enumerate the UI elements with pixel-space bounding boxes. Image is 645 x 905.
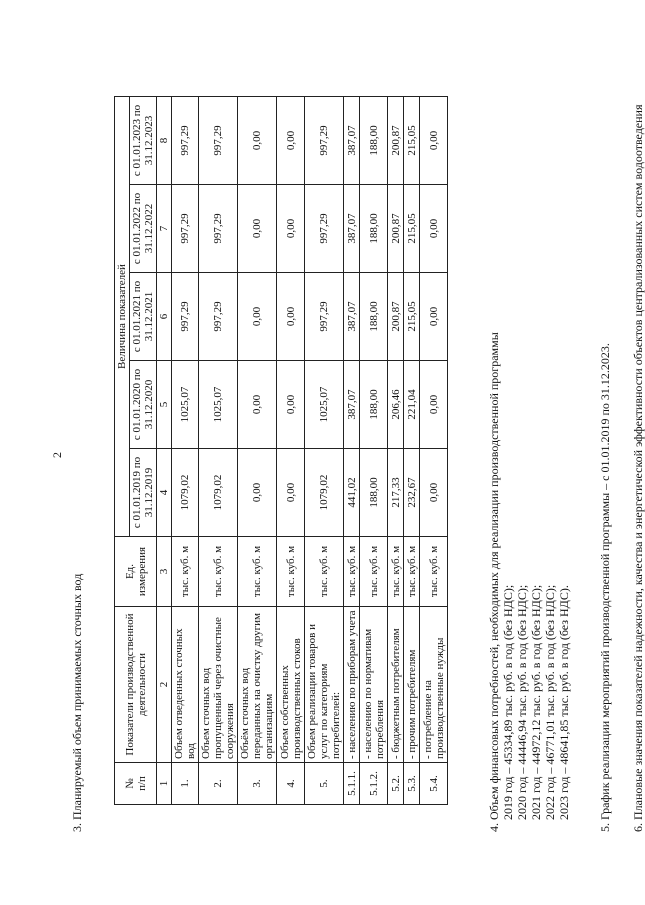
indicator-value: 217,33: [388, 449, 404, 537]
row-number: 5.1.2.: [360, 763, 388, 805]
header-indicator: Показатели производственной деятельности: [115, 607, 157, 763]
indicator-name: Объем сточных вод пропущенный через очистные сооружения: [199, 607, 238, 763]
financial-line: 2020 год – 44446,94 тыс. руб. в год (без НДС);: [515, 584, 529, 820]
indicator-value: 188,00: [360, 185, 388, 273]
indicator-name: - бюджетным потребителям: [388, 607, 404, 763]
table-row: [277, 97, 305, 805]
indicator-value: 997,29: [305, 185, 344, 273]
indicator-value: 0,00: [238, 185, 277, 273]
indicator-value: 0,00: [420, 185, 448, 273]
indicator-name: Объем реализации товаров и услуг по категориям потребителей:: [305, 607, 344, 763]
indicator-value: 0,00: [420, 97, 448, 185]
indicator-name: Объем отведенных сточных вод: [172, 607, 199, 763]
indicator-value: 997,29: [305, 97, 344, 185]
table-header-row: [115, 97, 130, 805]
row-number: 4.: [277, 763, 305, 805]
financial-line: 2023 год – 48641,85 тыс. руб. в год (без НДС).: [557, 585, 571, 820]
row-number: 5.4.: [420, 763, 448, 805]
column-number: 6: [157, 273, 172, 361]
header-period: с 01.01.2020 по 31.12.2020: [130, 361, 157, 449]
indicator-value: 997,29: [199, 97, 238, 185]
section-4: [487, 72, 571, 832]
indicator-value: 188,00: [360, 361, 388, 449]
indicator-value: 1025,07: [199, 361, 238, 449]
indicator-value: 0,00: [277, 185, 305, 273]
header-unit: Ед. измерения: [115, 537, 157, 607]
rotated-page-content: [50, 50, 645, 850]
indicator-value: 0,00: [277, 273, 305, 361]
indicator-value: 997,29: [199, 185, 238, 273]
indicator-value: 221,04: [404, 361, 420, 449]
column-number: 5: [157, 361, 172, 449]
indicator-value: 1079,02: [172, 449, 199, 537]
column-number: 4: [157, 449, 172, 537]
indicator-value: 997,29: [172, 273, 199, 361]
unit: тыс. куб. м: [344, 537, 360, 607]
indicator-value: 0,00: [277, 361, 305, 449]
financial-line: 2019 год – 45334,89 тыс. руб. в год (без НДС);: [501, 584, 515, 820]
header-period: с 01.01.2023 по 31.12.2023: [130, 97, 157, 185]
column-number: 8: [157, 97, 172, 185]
row-number: 5.3.: [404, 763, 420, 805]
indicator-value: 206,46: [388, 361, 404, 449]
indicator-value: 215,05: [404, 185, 420, 273]
indicator-value: 387,07: [344, 273, 360, 361]
indicator-value: 0,00: [420, 361, 448, 449]
indicator-name: - населению по нормативам потребления: [360, 607, 388, 763]
header-period: с 01.01.2022 по 31.12.2022: [130, 185, 157, 273]
wastewater-volume-table: [114, 96, 448, 805]
row-number: 5.1.1.: [344, 763, 360, 805]
row-number: 3.: [238, 763, 277, 805]
financial-needs-list: [501, 72, 571, 820]
unit: тыс. куб. м: [172, 537, 199, 607]
unit: тыс. куб. м: [404, 537, 420, 607]
indicator-value: 387,07: [344, 185, 360, 273]
table-column-numbers-row: [157, 97, 172, 805]
indicator-value: 387,07: [344, 361, 360, 449]
indicator-value: 0,00: [238, 97, 277, 185]
unit: тыс. куб. м: [360, 537, 388, 607]
table-body: [172, 97, 448, 805]
indicator-value: 1025,07: [305, 361, 344, 449]
indicator-value: 215,05: [404, 273, 420, 361]
unit: тыс. куб. м: [388, 537, 404, 607]
table-row: [344, 97, 360, 805]
section-3-title: 3. Планируемый объем принимаемых сточных вод: [70, 573, 84, 832]
indicator-value: 0,00: [238, 273, 277, 361]
column-number: 2: [157, 607, 172, 763]
indicator-value: 188,00: [360, 273, 388, 361]
row-number: 5.2.: [388, 763, 404, 805]
indicator-value: 1079,02: [199, 449, 238, 537]
header-num: № п/п: [115, 763, 157, 805]
indicator-value: 0,00: [277, 449, 305, 537]
table-row: [388, 97, 404, 805]
header-period: с 01.01.2019 по 31.12.2019: [130, 449, 157, 537]
indicator-name: - прочим потребителям: [404, 607, 420, 763]
indicator-value: 200,87: [388, 97, 404, 185]
column-number: 7: [157, 185, 172, 273]
indicator-value: 1079,02: [305, 449, 344, 537]
indicator-value: 200,87: [388, 185, 404, 273]
indicator-name: Объём сточных вод переданных на очистку другим организациям: [238, 607, 277, 763]
section-6-text: 6. Плановые значения показателей надежности, качества и энергетической эффективности объектов централизованных систем водоотведения: [631, 104, 645, 832]
header-values-group: Величина показателей: [115, 97, 130, 537]
row-number: 5.: [305, 763, 344, 805]
table-row: [404, 97, 420, 805]
indicator-value: 0,00: [238, 449, 277, 537]
indicator-value: 997,29: [172, 185, 199, 273]
indicator-value: 997,29: [199, 273, 238, 361]
header-period: с 01.01.2021 по 31.12.2021: [130, 273, 157, 361]
financial-line: 2022 год – 46771,01 тыс. руб. в год (без НДС);: [543, 584, 557, 820]
unit: тыс. куб. м: [199, 537, 238, 607]
indicator-value: 188,00: [360, 97, 388, 185]
indicator-name: - населению по приборам учета: [344, 607, 360, 763]
unit: тыс. куб. м: [420, 537, 448, 607]
row-number: 2.: [199, 763, 238, 805]
indicator-value: 0,00: [277, 97, 305, 185]
unit: тыс. куб. м: [305, 537, 344, 607]
table-row: [199, 97, 238, 805]
indicator-value: 0,00: [420, 273, 448, 361]
financial-line: 2021 год – 44972,12 тыс. руб. в год (без НДС);: [529, 584, 543, 820]
table-row: [172, 97, 199, 805]
unit: тыс. куб. м: [238, 537, 277, 607]
indicator-value: 997,29: [305, 273, 344, 361]
table-row: [420, 97, 448, 805]
indicator-value: 0,00: [420, 449, 448, 537]
row-number: 1.: [172, 763, 199, 805]
column-number: 3: [157, 537, 172, 607]
indicator-value: 232,67: [404, 449, 420, 537]
section-4-title: 4. Объем финансовых потребностей, необходимых для реализации производственной программы: [487, 332, 501, 832]
indicator-value: 441,02: [344, 449, 360, 537]
table-row: [305, 97, 344, 805]
indicator-value: 997,29: [172, 97, 199, 185]
indicator-value: 200,87: [388, 273, 404, 361]
indicator-value: 1025,07: [172, 361, 199, 449]
indicator-value: 0,00: [238, 361, 277, 449]
table-row: [360, 97, 388, 805]
table-row: [238, 97, 277, 805]
indicator-value: 387,07: [344, 97, 360, 185]
indicator-value: 188,00: [360, 449, 388, 537]
indicator-value: 215,05: [404, 97, 420, 185]
section-5-text: 5. График реализации мероприятий производственной программы – с 01.01.2019 по 31.12.2023.: [598, 343, 612, 832]
unit: тыс. куб. м: [277, 537, 305, 607]
column-number: 1: [157, 763, 172, 805]
page-number: 2: [50, 452, 64, 458]
indicator-name: - потребление на производственные нужды: [420, 607, 448, 763]
indicator-name: Объем собственных производственных стоков: [277, 607, 305, 763]
